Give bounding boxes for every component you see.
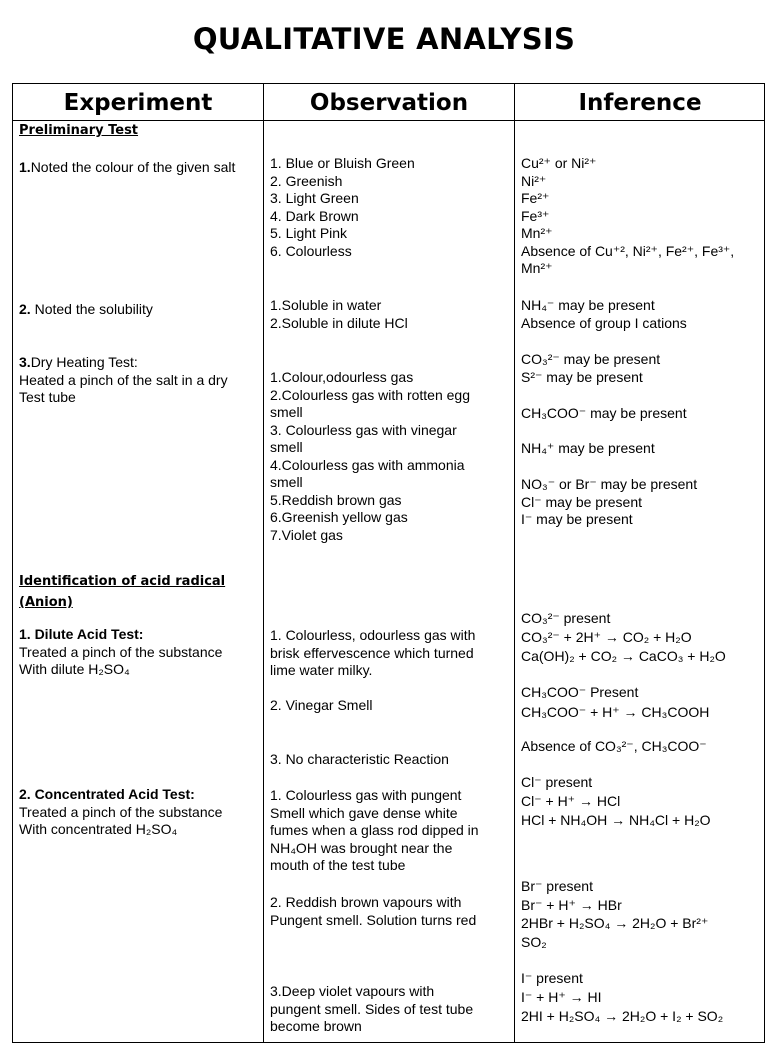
header-inference: Inference: [578, 90, 702, 116]
experiment-text: Noted the solubility: [30, 301, 153, 317]
observation-line: mouth of the test tube: [270, 857, 406, 873]
experiment-dry-heating: [19, 354, 228, 407]
inference-line: 2HI + H₂SO₄ → 2H₂O + I₂ + SO₂: [521, 1008, 724, 1024]
inference-iodide: [521, 969, 723, 1026]
heading-line: (Anion): [19, 595, 73, 610]
inference-line: SO₂: [521, 933, 547, 950]
column-divider: [514, 84, 515, 1042]
inference-solubility: [521, 297, 687, 332]
experiment-solubility: [19, 301, 153, 319]
inference-line: CH₃COO⁻ + H⁺ → CH₃COOH: [521, 704, 710, 720]
inference-chloride: [521, 773, 711, 830]
observation-dry-heating: [270, 369, 470, 544]
inference-line: Absence of Cu⁺², Ni²⁺, Fe²⁺, Fe³⁺,: [521, 242, 735, 259]
observation-conc-1: [270, 787, 479, 875]
experiment-text: Treated a pinch of the substance: [19, 803, 223, 820]
inference-line: Cl⁻ may be present: [521, 493, 642, 510]
observation-line: Smell which gave dense white: [270, 804, 458, 821]
acid-radical-heading: [19, 571, 225, 613]
heading-line: Identification of acid radical: [19, 574, 226, 589]
observation-vinegar: 2. Vinegar Smell: [270, 697, 373, 713]
inference-line: Fe³⁺: [521, 207, 550, 224]
observation-line: 6.Greenish yellow gas: [270, 509, 408, 525]
experiment-title: 2. Concentrated Acid Test:: [19, 786, 195, 802]
inference-line: S²⁻ may be present: [521, 368, 643, 385]
observation-line: 4.Colourless gas with ammonia: [270, 456, 465, 473]
observation-line: 2.Soluble in dilute HCl: [270, 314, 408, 331]
inference-line: Fe²⁺: [521, 190, 550, 206]
experiment-title: 1. Dilute Acid Test:: [19, 626, 144, 642]
observation-line: 1.Soluble in water: [270, 297, 382, 313]
experiment-dilute-acid: [19, 626, 222, 679]
inference-line: CO₃²⁻ may be present: [521, 351, 661, 367]
inference-line: I⁻ present: [521, 970, 583, 986]
inference-colour: [521, 155, 734, 278]
observation-line: smell: [270, 439, 303, 455]
inference-line: NH₄⁻ may be present: [521, 297, 655, 313]
analysis-table: [12, 83, 765, 1043]
inference-dry-2: CH₃COO⁻ may be present: [521, 405, 687, 421]
experiment-text: With dilute H₂SO₄: [19, 661, 130, 677]
inference-line: I⁻ may be present: [521, 511, 633, 527]
experiment-number: 3.: [19, 354, 31, 370]
observation-no-reaction: 3. No characteristic Reaction: [270, 751, 449, 767]
inference-dry-3: NH₄⁺ may be present: [521, 440, 655, 456]
header-divider: [13, 120, 764, 121]
observation-line: 1.Colour,odourless gas: [270, 369, 414, 385]
observation-dilute-acid: [270, 627, 475, 680]
observation-line: 2.Colourless gas with rotten egg: [270, 386, 470, 403]
observation-line: 3. Colourless gas with vinegar: [270, 421, 457, 438]
observation-line: pungent smell. Sides of test tube: [270, 1000, 474, 1017]
observation-line: 2. Reddish brown vapours with: [270, 894, 462, 910]
header-observation: Observation: [309, 90, 469, 116]
inference-line: HCl + NH₄OH → NH₄Cl + H₂O: [521, 812, 711, 828]
inference-absence: Absence of CO₃²⁻, CH₃COO⁻: [521, 738, 707, 754]
experiment-text: Heated a pinch of the salt in a dry: [19, 371, 228, 388]
observation-line: 3.Deep violet vapours with: [270, 983, 435, 999]
experiment-text: Dry Heating Test:: [30, 354, 138, 370]
observation-line: smell: [270, 404, 303, 420]
observation-line: 2. Greenish: [270, 172, 343, 189]
page-title: QUALITATIVE ANALYSIS: [192, 22, 576, 56]
observation-line: fumes when a glass rod dipped in: [270, 822, 479, 838]
observation-line: 1. Colourless gas with pungent: [270, 787, 462, 803]
experiment-text: Treated a pinch of the substance: [19, 643, 223, 660]
inference-line: 2HBr + H₂SO₄ → 2H₂O + Br²⁺: [521, 915, 709, 931]
inference-line: Ni²⁺: [521, 172, 547, 189]
observation-line: 1. Blue or Bluish Green: [270, 155, 415, 171]
inference-line: I⁻ + H⁺ → HI: [521, 989, 602, 1005]
header-experiment: Experiment: [63, 90, 213, 116]
inference-line: Absence of group I cations: [521, 314, 687, 331]
inference-acetate: [521, 682, 709, 722]
experiment-colour: [19, 159, 235, 177]
inference-carbonate: [521, 609, 726, 666]
inference-bromide: [521, 877, 708, 951]
inference-line: Cu²⁺ or Ni²⁺: [521, 155, 597, 171]
observation-line: 3. Light Green: [270, 190, 359, 206]
inference-dry-1: [521, 351, 660, 386]
experiment-number: 2.: [19, 301, 31, 317]
experiment-text: With concentrated H₂SO₄: [19, 821, 178, 837]
inference-dry-4: [521, 476, 697, 529]
inference-line: Br⁻ + H⁺ → HBr: [521, 896, 622, 913]
observation-line: lime water milky.: [270, 662, 373, 678]
observation-line: 7.Violet gas: [270, 526, 343, 543]
experiment-concentrated-acid: [19, 786, 222, 839]
inference-line: Br⁻ present: [521, 878, 593, 894]
inference-line: Cl⁻ present: [521, 774, 593, 790]
observation-line: NH₄OH was brought near the: [270, 839, 453, 856]
inference-line: CO₃²⁻ present: [521, 610, 611, 626]
inference-line: Mn²⁺: [521, 260, 553, 276]
inference-line: Cl⁻ + H⁺ → HCl: [521, 793, 621, 809]
observation-line: 5.Reddish brown gas: [270, 491, 402, 508]
experiment-text: Test tube: [19, 389, 76, 405]
experiment-text: Noted the colour of the given salt: [30, 159, 236, 175]
observation-line: smell: [270, 474, 303, 490]
column-divider: [263, 84, 264, 1042]
inference-line: CO₃²⁻ + 2H⁺ → CO₂ + H₂O: [521, 629, 692, 645]
preliminary-test-heading: Preliminary Test: [19, 123, 139, 138]
observation-conc-2: [270, 894, 476, 929]
inference-line: NO₃⁻ or Br⁻ may be present: [521, 476, 698, 492]
observation-line: 5. Light Pink: [270, 225, 348, 241]
observation-line: become brown: [270, 1018, 362, 1034]
inference-line: CH₃COO⁻ Present: [521, 684, 639, 700]
observation-conc-3: [270, 983, 473, 1036]
inference-line: Ca(OH)₂ + CO₂ → CaCO₃ + H₂O: [521, 648, 726, 664]
observation-line: Pungent smell. Solution turns red: [270, 911, 477, 928]
experiment-number: 1.: [19, 159, 31, 175]
observation-line: 4. Dark Brown: [270, 207, 359, 224]
observation-solubility: [270, 297, 408, 332]
observation-colour: [270, 155, 415, 260]
observation-line: brisk effervescence which turned: [270, 644, 474, 661]
observation-line: 6. Colourless: [270, 242, 352, 259]
inference-line: Mn²⁺: [521, 225, 553, 241]
observation-line: 1. Colourless, odourless gas with: [270, 627, 476, 643]
